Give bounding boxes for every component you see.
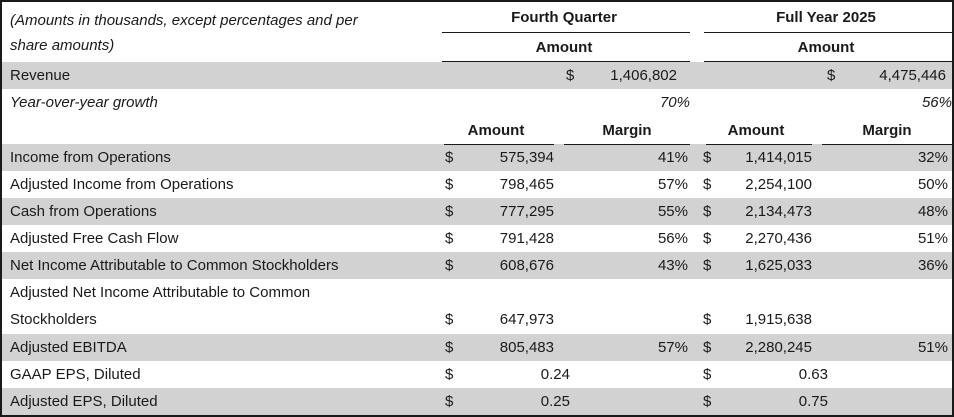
column-gap (690, 2, 700, 33)
results-table (2, 2, 952, 415)
table-row (2, 361, 952, 388)
table-row (2, 252, 952, 279)
amounts-note-line1: (Amounts in thousands, except percentages and per (10, 12, 358, 29)
yoy-growth-row (2, 89, 952, 116)
table-row (2, 306, 952, 333)
row-label: Year-over-year growth (10, 94, 158, 112)
fy-dollar-sign: $ (700, 198, 716, 225)
column-gap (690, 171, 700, 198)
column-gap (690, 361, 700, 388)
amounts-note-line2: share amounts) (10, 37, 115, 54)
table-row (2, 334, 952, 361)
fy-margin: 48% (812, 198, 952, 225)
sub-header-row (2, 117, 952, 144)
q4-dollar-sign: $ (445, 230, 454, 248)
fy-revenue-amount: 4,475,446 (879, 67, 946, 85)
fy-margin: 50% (917, 175, 948, 193)
fy-amount: 2,134,473 (716, 198, 812, 225)
empty-cell (2, 117, 438, 144)
q4-amount: 777,295 (454, 198, 554, 225)
q4-yoy-growth: 70% (659, 94, 690, 112)
column-gap (690, 62, 700, 89)
fy-amount: 1,915,638 (745, 311, 812, 329)
column-gap (690, 388, 700, 415)
fy-amount: 2,270,436 (745, 230, 812, 248)
q4-amount: 0.25 (454, 388, 690, 415)
fy-dollar-sign: $ (703, 311, 712, 329)
fy-margin: 51% (812, 334, 952, 361)
column-gap (690, 117, 700, 144)
row-label: GAAP EPS, Diluted (10, 365, 141, 383)
row-label: Adjusted Net Income Attributable to Common (10, 284, 311, 302)
q4-amount: 798,465 (499, 175, 554, 193)
fy-dollar-sign: $ (703, 365, 712, 383)
fy-revenue-cell (700, 62, 952, 89)
fy-amount: 0.63 (798, 365, 828, 383)
fy-amount: 2,280,245 (716, 334, 812, 361)
q4-amount: 647,973 (499, 311, 554, 329)
fy-dollar-sign: $ (700, 144, 716, 171)
q4-margin: 57% (554, 334, 690, 361)
header-row-groups (2, 2, 952, 33)
amounts-note (2, 2, 438, 62)
q4-amount-span-header: Amount (438, 33, 690, 62)
q4-dollar-sign: $ (445, 311, 454, 329)
q4-amount: 791,428 (499, 230, 554, 248)
fy-yoy-growth: 56% (921, 94, 952, 112)
row-label: Adjusted EPS, Diluted (2, 388, 438, 415)
fy-amount: 1,625,033 (716, 252, 812, 279)
column-gap (690, 334, 700, 361)
table-row (2, 198, 952, 225)
q4-dollar-sign: $ (438, 252, 454, 279)
q4-margin: 41% (554, 144, 690, 171)
row-label: Cash from Operations (2, 198, 438, 225)
fy-margin: 51% (917, 230, 948, 248)
q4-revenue-cell (438, 62, 690, 89)
fy-margin (812, 306, 952, 333)
q4-margin: 55% (554, 198, 690, 225)
q4-margin (554, 306, 690, 333)
column-gap (690, 306, 700, 333)
fy-dollar-sign: $ (703, 175, 712, 193)
row-label: Income from Operations (2, 144, 438, 171)
table-row (2, 388, 952, 415)
column-gap (690, 252, 700, 279)
column-gap (690, 144, 700, 171)
fourth-quarter-group-header: Fourth Quarter (438, 2, 690, 33)
q4-margin: 43% (554, 252, 690, 279)
fy-dollar-sign: $ (703, 230, 712, 248)
column-gap (690, 33, 700, 62)
row-label: Revenue (2, 62, 438, 89)
q4-dollar-sign: $ (445, 175, 454, 193)
revenue-row (2, 62, 952, 89)
table-row (2, 144, 952, 171)
fy-dollar-sign: $ (700, 334, 716, 361)
row-label: Net Income Attributable to Common Stockholders (2, 252, 438, 279)
fy-margin: 36% (812, 252, 952, 279)
q4-dollar-sign: $ (438, 198, 454, 225)
full-year-group-header: Full Year 2025 (700, 2, 952, 33)
q4-dollar-sign: $ (438, 388, 454, 415)
column-gap (690, 198, 700, 225)
q4-amount: 805,483 (454, 334, 554, 361)
q4-amount: 608,676 (454, 252, 554, 279)
column-gap (690, 89, 700, 116)
q4-margin-header: Margin (554, 117, 690, 144)
row-label: Adjusted Income from Operations (10, 175, 234, 193)
fy-amount: 1,414,015 (716, 144, 812, 171)
row-label: Adjusted Free Cash Flow (10, 230, 179, 248)
q4-margin: 57% (657, 175, 688, 193)
row-label: Stockholders (10, 311, 97, 329)
q4-dollar-sign: $ (438, 334, 454, 361)
fy-margin: 32% (812, 144, 952, 171)
fy-amount: 2,254,100 (745, 175, 812, 193)
q4-revenue-amount: 1,406,802 (610, 67, 677, 85)
fy-amount-span-header: Amount (700, 33, 952, 62)
column-gap (690, 279, 700, 306)
q4-amount: 575,394 (454, 144, 554, 171)
fy-margin-header: Margin (812, 117, 952, 144)
fy-dollar-sign: $ (827, 67, 836, 85)
q4-dollar-sign: $ (566, 67, 575, 85)
q4-amount-header: Amount (438, 117, 554, 144)
fy-dollar-sign: $ (700, 388, 716, 415)
fy-amount: 0.75 (716, 388, 952, 415)
column-gap (690, 225, 700, 252)
q4-margin: 56% (657, 230, 688, 248)
fy-dollar-sign: $ (700, 252, 716, 279)
table-row (2, 171, 952, 198)
q4-dollar-sign: $ (445, 365, 454, 383)
row-label: Adjusted EBITDA (2, 334, 438, 361)
table-row (2, 279, 952, 306)
q4-dollar-sign: $ (438, 144, 454, 171)
q4-amount: 0.24 (540, 365, 570, 383)
fy-amount-header: Amount (700, 117, 812, 144)
table-row (2, 225, 952, 252)
